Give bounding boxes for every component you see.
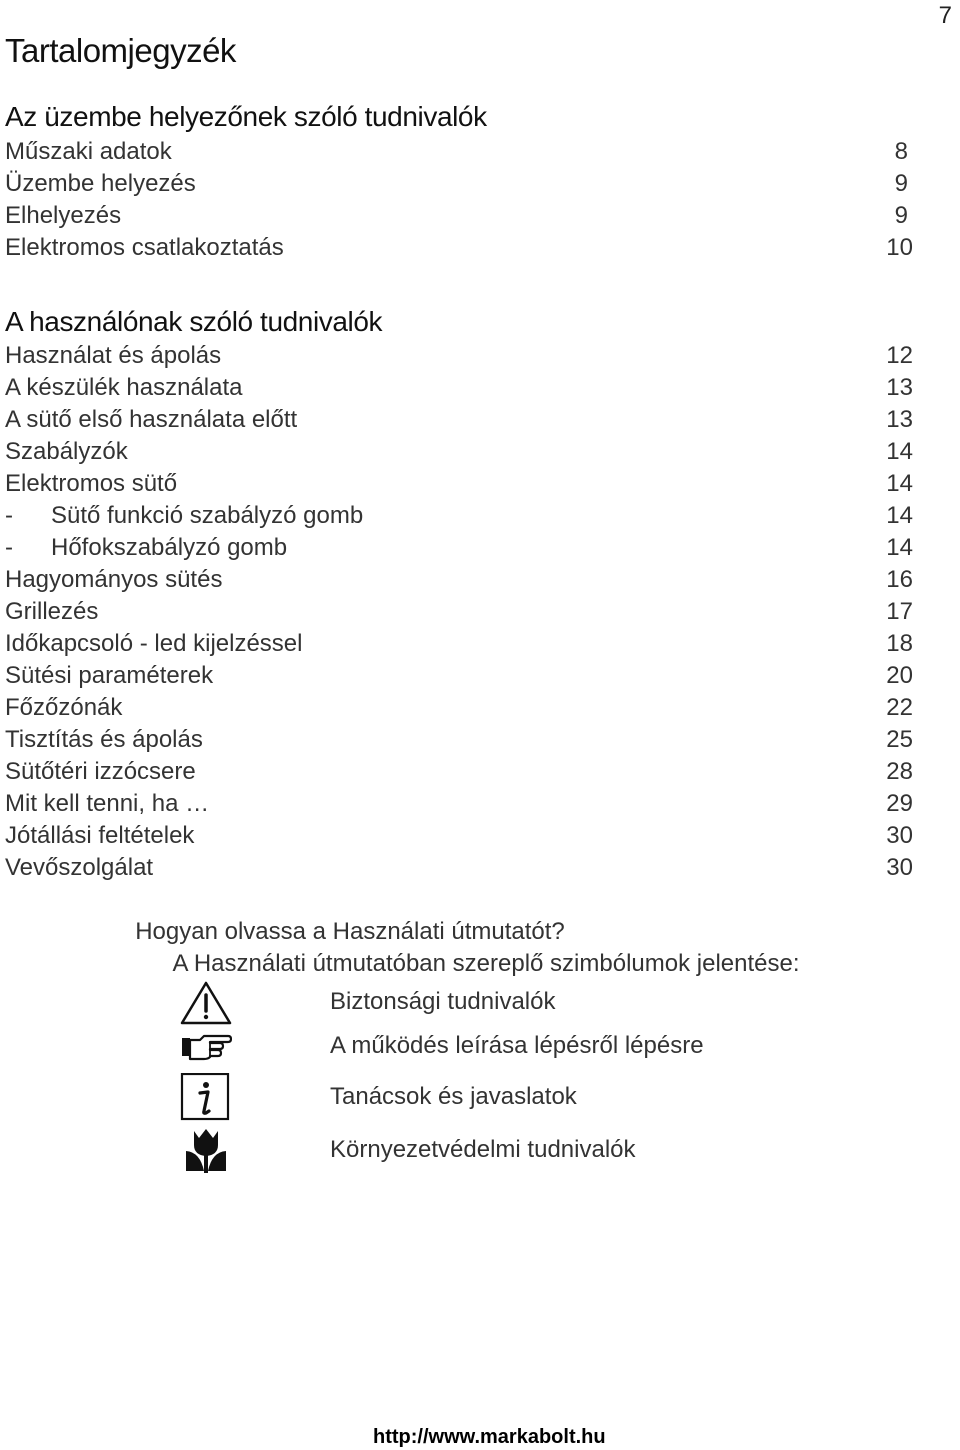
footer-url[interactable]: http://www.markabolt.hu	[373, 1426, 606, 1448]
toc-row[interactable]	[5, 534, 913, 566]
legend-label: Tanácsok és javaslatok	[330, 1083, 577, 1110]
section-heading-user: A használónak szóló tudnivalók	[5, 306, 383, 337]
toc-row[interactable]	[5, 202, 913, 234]
toc-entry-label: Hőfokszabályzó gomb	[51, 534, 288, 561]
toc-entry-label: Tisztítás és ápolás	[5, 726, 203, 753]
legend-label: Környezetvédelmi tudnivalók	[330, 1136, 636, 1163]
toc-entry-label: Használat és ápolás	[5, 342, 222, 369]
page-title: Tartalomjegyzék	[5, 32, 236, 69]
toc-row[interactable]	[5, 170, 913, 202]
toc-entry-label: Elektromos sütő	[5, 470, 178, 497]
toc-row[interactable]	[5, 374, 913, 406]
toc-row[interactable]	[5, 598, 913, 630]
toc-row[interactable]	[5, 758, 913, 790]
toc-entry-label: Elhelyezés	[5, 202, 122, 229]
warning-triangle-icon	[180, 980, 232, 1028]
toc-entry-label: Szabályzók	[5, 438, 128, 465]
toc-entry-page: 30	[886, 854, 913, 881]
toc-entry-page: 14	[886, 502, 913, 529]
toc-entry-page: 10	[886, 234, 913, 261]
toc-entry-page: 25	[886, 726, 913, 753]
toc-entry-page: 9	[894, 170, 908, 197]
toc-row[interactable]	[5, 790, 913, 822]
legend-label: A működés leírása lépésről lépésre	[330, 1032, 704, 1059]
toc-entry-label: Sütési paraméterek	[5, 662, 214, 689]
toc-entry-label: Üzembe helyezés	[5, 170, 196, 197]
toc-row[interactable]	[5, 234, 913, 266]
toc-entry-label: Mit kell tenni, ha …	[5, 790, 210, 817]
toc-entry-page: 18	[886, 630, 913, 657]
info-icon	[180, 1073, 232, 1121]
legend-label: Biztonsági tudnivalók	[330, 988, 556, 1015]
toc-entry-page: 14	[886, 438, 913, 465]
toc-entry-page: 8	[894, 138, 908, 165]
toc-entry-dash: -	[5, 534, 13, 561]
toc-entry-label: A sütő első használata előtt	[5, 406, 298, 433]
toc-row[interactable]	[5, 342, 913, 374]
toc-entry-label: Sütő funkció szabályzó gomb	[51, 502, 364, 529]
toc-row[interactable]	[5, 694, 913, 726]
toc-entry-page: 14	[886, 534, 913, 561]
toc-entry-page: 13	[886, 406, 913, 433]
toc-entry-label: Vevőszolgálat	[5, 854, 154, 881]
toc-entry-label: Jótállási feltételek	[5, 822, 195, 849]
toc-entry-page: 29	[886, 790, 913, 817]
toc-row[interactable]	[5, 470, 913, 502]
toc-entry-page: 12	[886, 342, 913, 369]
toc-row[interactable]	[5, 138, 913, 170]
toc-row[interactable]	[5, 662, 913, 694]
page-number: 7	[938, 2, 952, 29]
toc-row[interactable]	[5, 438, 913, 470]
toc-entry-label: A készülék használata	[5, 374, 243, 401]
toc-entry-label: Műszaki adatok	[5, 138, 172, 165]
toc-row[interactable]	[5, 502, 913, 534]
tulip-icon	[180, 1127, 232, 1175]
toc-entry-label: Hagyományos sütés	[5, 566, 223, 593]
toc-entry-label: Grillezés	[5, 598, 99, 625]
toc-entry-page: 17	[886, 598, 913, 625]
toc-row[interactable]	[5, 566, 913, 598]
toc-row[interactable]	[5, 406, 913, 438]
toc-entry-page: 28	[886, 758, 913, 785]
toc-entry-page: 14	[886, 470, 913, 497]
toc-entry-label: Főzőzónák	[5, 694, 123, 721]
toc-entry-label: Időkapcsoló - led kijelzéssel	[5, 630, 303, 657]
toc-row[interactable]	[5, 854, 913, 886]
toc-row[interactable]	[5, 822, 913, 854]
toc-entry-label: Sütőtéri izzócsere	[5, 758, 196, 785]
legend-heading: Hogyan olvassa a Használati útmutatót?	[135, 918, 565, 945]
toc-entry-page: 22	[886, 694, 913, 721]
toc-entry-page: 9	[894, 202, 908, 229]
toc-row[interactable]	[5, 726, 913, 758]
toc-entry-label: Elektromos csatlakoztatás	[5, 234, 284, 261]
toc-entry-page: 20	[886, 662, 913, 689]
toc-entry-page: 16	[886, 566, 913, 593]
toc-entry-page: 30	[886, 822, 913, 849]
legend-subheading: A Használati útmutatóban szereplő szimbólumok jelentése:	[172, 950, 800, 977]
toc-row[interactable]	[5, 630, 913, 662]
toc-entry-page: 13	[886, 374, 913, 401]
toc-entry-dash: -	[5, 502, 13, 529]
section-heading-installer: Az üzembe helyezőnek szóló tudnivalók	[5, 101, 487, 132]
